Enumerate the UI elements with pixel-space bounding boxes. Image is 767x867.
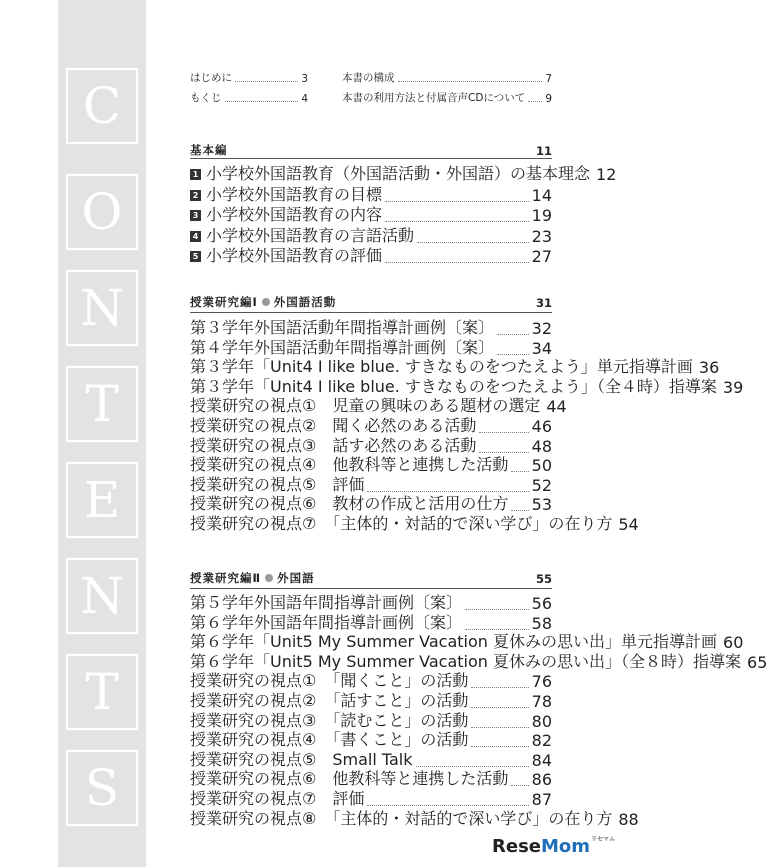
section-rule — [190, 158, 552, 159]
chapter-number-badge: 5 — [190, 251, 201, 262]
toc-entry-page: 48 — [531, 437, 552, 456]
contents-letter: C — [82, 77, 122, 135]
toc-entry-title: 授業研究の視点③ 「読むこと」の活動 — [190, 711, 469, 730]
contents-letter-box — [66, 270, 138, 346]
toc-entry-page: 36 — [698, 358, 720, 377]
leader-dots — [398, 81, 543, 82]
toc-entry-title: 授業研究の視点⑦ 評価 — [190, 789, 365, 808]
toc-entry-title: 授業研究の視点⑧ 「主体的・対話的で深い学び」の在り方 — [190, 809, 613, 828]
watermark-text-b: Mom — [541, 836, 591, 857]
leader-dots — [479, 432, 528, 433]
contents-letter: N — [80, 279, 124, 337]
intro-left-2[interactable] — [190, 91, 308, 105]
toc-entry-page: 60 — [723, 633, 744, 652]
contents-letter-box — [66, 750, 138, 826]
leader-dots — [497, 334, 529, 335]
watermark-ruby: リセマム — [591, 836, 615, 843]
toc-entry-page: 56 — [531, 594, 552, 613]
toc-entry-page: 76 — [531, 672, 552, 691]
toc-entry[interactable] — [190, 514, 639, 534]
toc-entry-page: 14 — [531, 186, 552, 205]
section-heading[interactable] — [190, 292, 552, 310]
toc-entry-title: 授業研究の視点⑥ 他教科等と連携した活動 — [190, 769, 509, 788]
toc-entry-title: 小学校外国語教育の言語活動 — [206, 226, 415, 245]
contents-letter: T — [85, 375, 119, 433]
intro-page: 3 — [301, 73, 308, 85]
section-title-group — [190, 570, 536, 586]
leader-dots — [511, 471, 528, 472]
toc-entry[interactable] — [190, 246, 552, 266]
contents-letter: O — [81, 183, 123, 241]
toc-entry-title-group — [190, 161, 590, 184]
toc-entry-title: 第３学年「Unit4 I like blue. すきなものをつたえよう」（全４時）指導案 — [190, 377, 717, 396]
intro-title: 本書の利用方法と付属音声CDについて — [342, 92, 526, 104]
toc-entry-title: 授業研究の視点④ 他教科等と連携した活動 — [190, 455, 509, 474]
toc-entry-page: 58 — [531, 614, 552, 633]
leader-dots — [235, 81, 298, 82]
chapter-number-badge: 1 — [190, 169, 201, 180]
contents-letter: S — [84, 759, 120, 817]
toc-entry-page: 32 — [531, 319, 552, 338]
toc-entry-page: 39 — [722, 378, 744, 397]
toc-entry[interactable] — [190, 809, 639, 829]
section-heading[interactable] — [190, 140, 552, 158]
toc-entry-page: 23 — [531, 227, 552, 246]
leader-dots — [465, 609, 529, 610]
toc-entry-page: 54 — [618, 515, 639, 534]
section-title: 基本編 — [190, 143, 228, 157]
contents-letter-box — [66, 462, 138, 538]
section-rule — [190, 588, 552, 589]
intro-title: はじめに — [190, 72, 232, 84]
toc-entry-page: 80 — [531, 712, 552, 731]
intro-page: 9 — [545, 93, 552, 105]
chapter-number-badge: 3 — [190, 210, 201, 221]
toc-entry-title-group — [190, 202, 382, 225]
toc-entry-title: 第３学年「Unit4 I like blue. すきなものをつたえよう」単元指導計画 — [190, 357, 693, 376]
toc-entry-page: 34 — [531, 339, 552, 358]
toc-entry-title: 授業研究の視点⑤ Small Talk — [190, 750, 413, 769]
section-subtitle: 外国語活動 — [273, 295, 337, 309]
leader-dots — [511, 785, 528, 786]
contents-letter-box — [66, 174, 138, 250]
intro-left-1[interactable] — [190, 71, 308, 85]
toc-entry-page: 50 — [531, 456, 552, 475]
intro-page: 4 — [301, 93, 308, 105]
chapter-number-badge: 4 — [190, 231, 201, 242]
section-subtitle: 外国語 — [277, 571, 315, 585]
toc-entry-title: 授業研究の視点① 児童の興味のある題材の選定 — [190, 396, 541, 415]
toc-entry-page: 86 — [531, 770, 552, 789]
toc-entry-title-group — [190, 243, 382, 266]
toc-entry-title: 授業研究の視点④ 「書くこと」の活動 — [190, 730, 469, 749]
intro-page: 7 — [545, 73, 552, 85]
resemom-watermark — [492, 836, 615, 857]
leader-dots — [385, 262, 529, 263]
leader-dots — [471, 687, 528, 688]
toc-entry-title: 授業研究の視点① 「聞くこと」の活動 — [190, 671, 469, 690]
toc-entry-page: 84 — [531, 751, 552, 770]
toc-entry-title: 第６学年「Unit5 My Summer Vacation 夏休みの思い出」（全８時）指導案 — [190, 652, 742, 671]
toc-entry-title: 授業研究の視点⑥ 教材の作成と活用の仕方 — [190, 494, 509, 513]
leader-dots — [528, 101, 542, 102]
toc-entry-title-group — [190, 806, 612, 829]
toc-entry-title: 授業研究の視点⑤ 評価 — [190, 475, 365, 494]
section-rule — [190, 312, 552, 313]
intro-right-1[interactable] — [342, 71, 552, 85]
toc-entry-page: 65 — [747, 653, 767, 672]
toc-entry-page: 27 — [531, 247, 552, 266]
leader-dots — [385, 221, 529, 222]
bullet-dot-icon — [262, 298, 270, 306]
toc-entry-title: 第６学年外国語年間指導計画例〔案〕 — [190, 613, 463, 632]
leader-dots — [471, 707, 528, 708]
contents-letter-box — [66, 68, 138, 144]
leader-dots — [471, 727, 528, 728]
toc-entry-page: 53 — [531, 495, 552, 514]
watermark-text-a: Rese — [492, 836, 541, 857]
intro-title: 本書の構成 — [342, 72, 395, 84]
toc-entry-page: 87 — [531, 790, 552, 809]
toc-entry-title: 授業研究の視点② 聞く必然のある活動 — [190, 416, 477, 435]
section-heading[interactable] — [190, 568, 552, 586]
leader-dots — [417, 242, 529, 243]
section-page: 55 — [535, 572, 552, 586]
bullet-dot-icon — [265, 574, 273, 582]
chapter-number-badge: 2 — [190, 190, 201, 201]
contents-letter: E — [83, 471, 121, 529]
toc-entry-page: 44 — [546, 397, 567, 416]
section-title-group — [190, 294, 536, 310]
toc-entry-page: 12 — [596, 165, 617, 184]
toc-entry-title: 授業研究の視点② 「話すこと」の活動 — [190, 691, 469, 710]
toc-entry-title: 小学校外国語教育の評価 — [206, 246, 383, 265]
toc-entry-page: 88 — [618, 810, 639, 829]
leader-dots — [385, 201, 529, 202]
toc-entry-page: 46 — [531, 417, 552, 436]
toc-entry-page: 82 — [531, 731, 552, 750]
leader-dots — [471, 746, 528, 747]
contents-letter: T — [85, 663, 119, 721]
section-title: 授業研究編Ⅱ — [190, 571, 262, 585]
contents-letter: N — [80, 567, 124, 625]
contents-letter-box — [66, 654, 138, 730]
toc-entry-page: 78 — [531, 692, 552, 711]
toc-entry-title: 第４学年外国語活動年間指導計画例〔案〕 — [190, 338, 495, 357]
intro-right-2[interactable] — [342, 91, 552, 105]
leader-dots — [225, 101, 299, 102]
toc-entry-title: 授業研究の視点③ 話す必然のある活動 — [190, 436, 477, 455]
toc-entry-title: 第６学年「Unit5 My Summer Vacation 夏休みの思い出」単元指導計画 — [190, 632, 718, 651]
toc-entry-page: 19 — [531, 206, 552, 225]
toc-entry-title: 小学校外国語教育の内容 — [206, 205, 383, 224]
toc-entry-page: 52 — [531, 476, 552, 495]
toc-entry-title: 小学校外国語教育の目標 — [206, 185, 383, 204]
toc-entry-title: 授業研究の視点⑦ 「主体的・対話的で深い学び」の在り方 — [190, 514, 613, 533]
section-title: 授業研究編Ⅰ — [190, 295, 258, 309]
intro-title: もくじ — [190, 92, 222, 104]
toc-entry-title: 第５学年外国語年間指導計画例〔案〕 — [190, 593, 463, 612]
section-title-group — [190, 142, 536, 158]
contents-letter-box — [66, 366, 138, 442]
section-page: 11 — [535, 144, 552, 158]
toc-entry-title: 小学校外国語教育（外国語活動・外国語）の基本理念 — [206, 164, 591, 183]
section-page: 31 — [535, 296, 552, 310]
contents-letter-box — [66, 558, 138, 634]
toc-entry-title: 第３学年外国語活動年間指導計画例〔案〕 — [190, 318, 495, 337]
toc-entry-title-group — [190, 511, 612, 534]
